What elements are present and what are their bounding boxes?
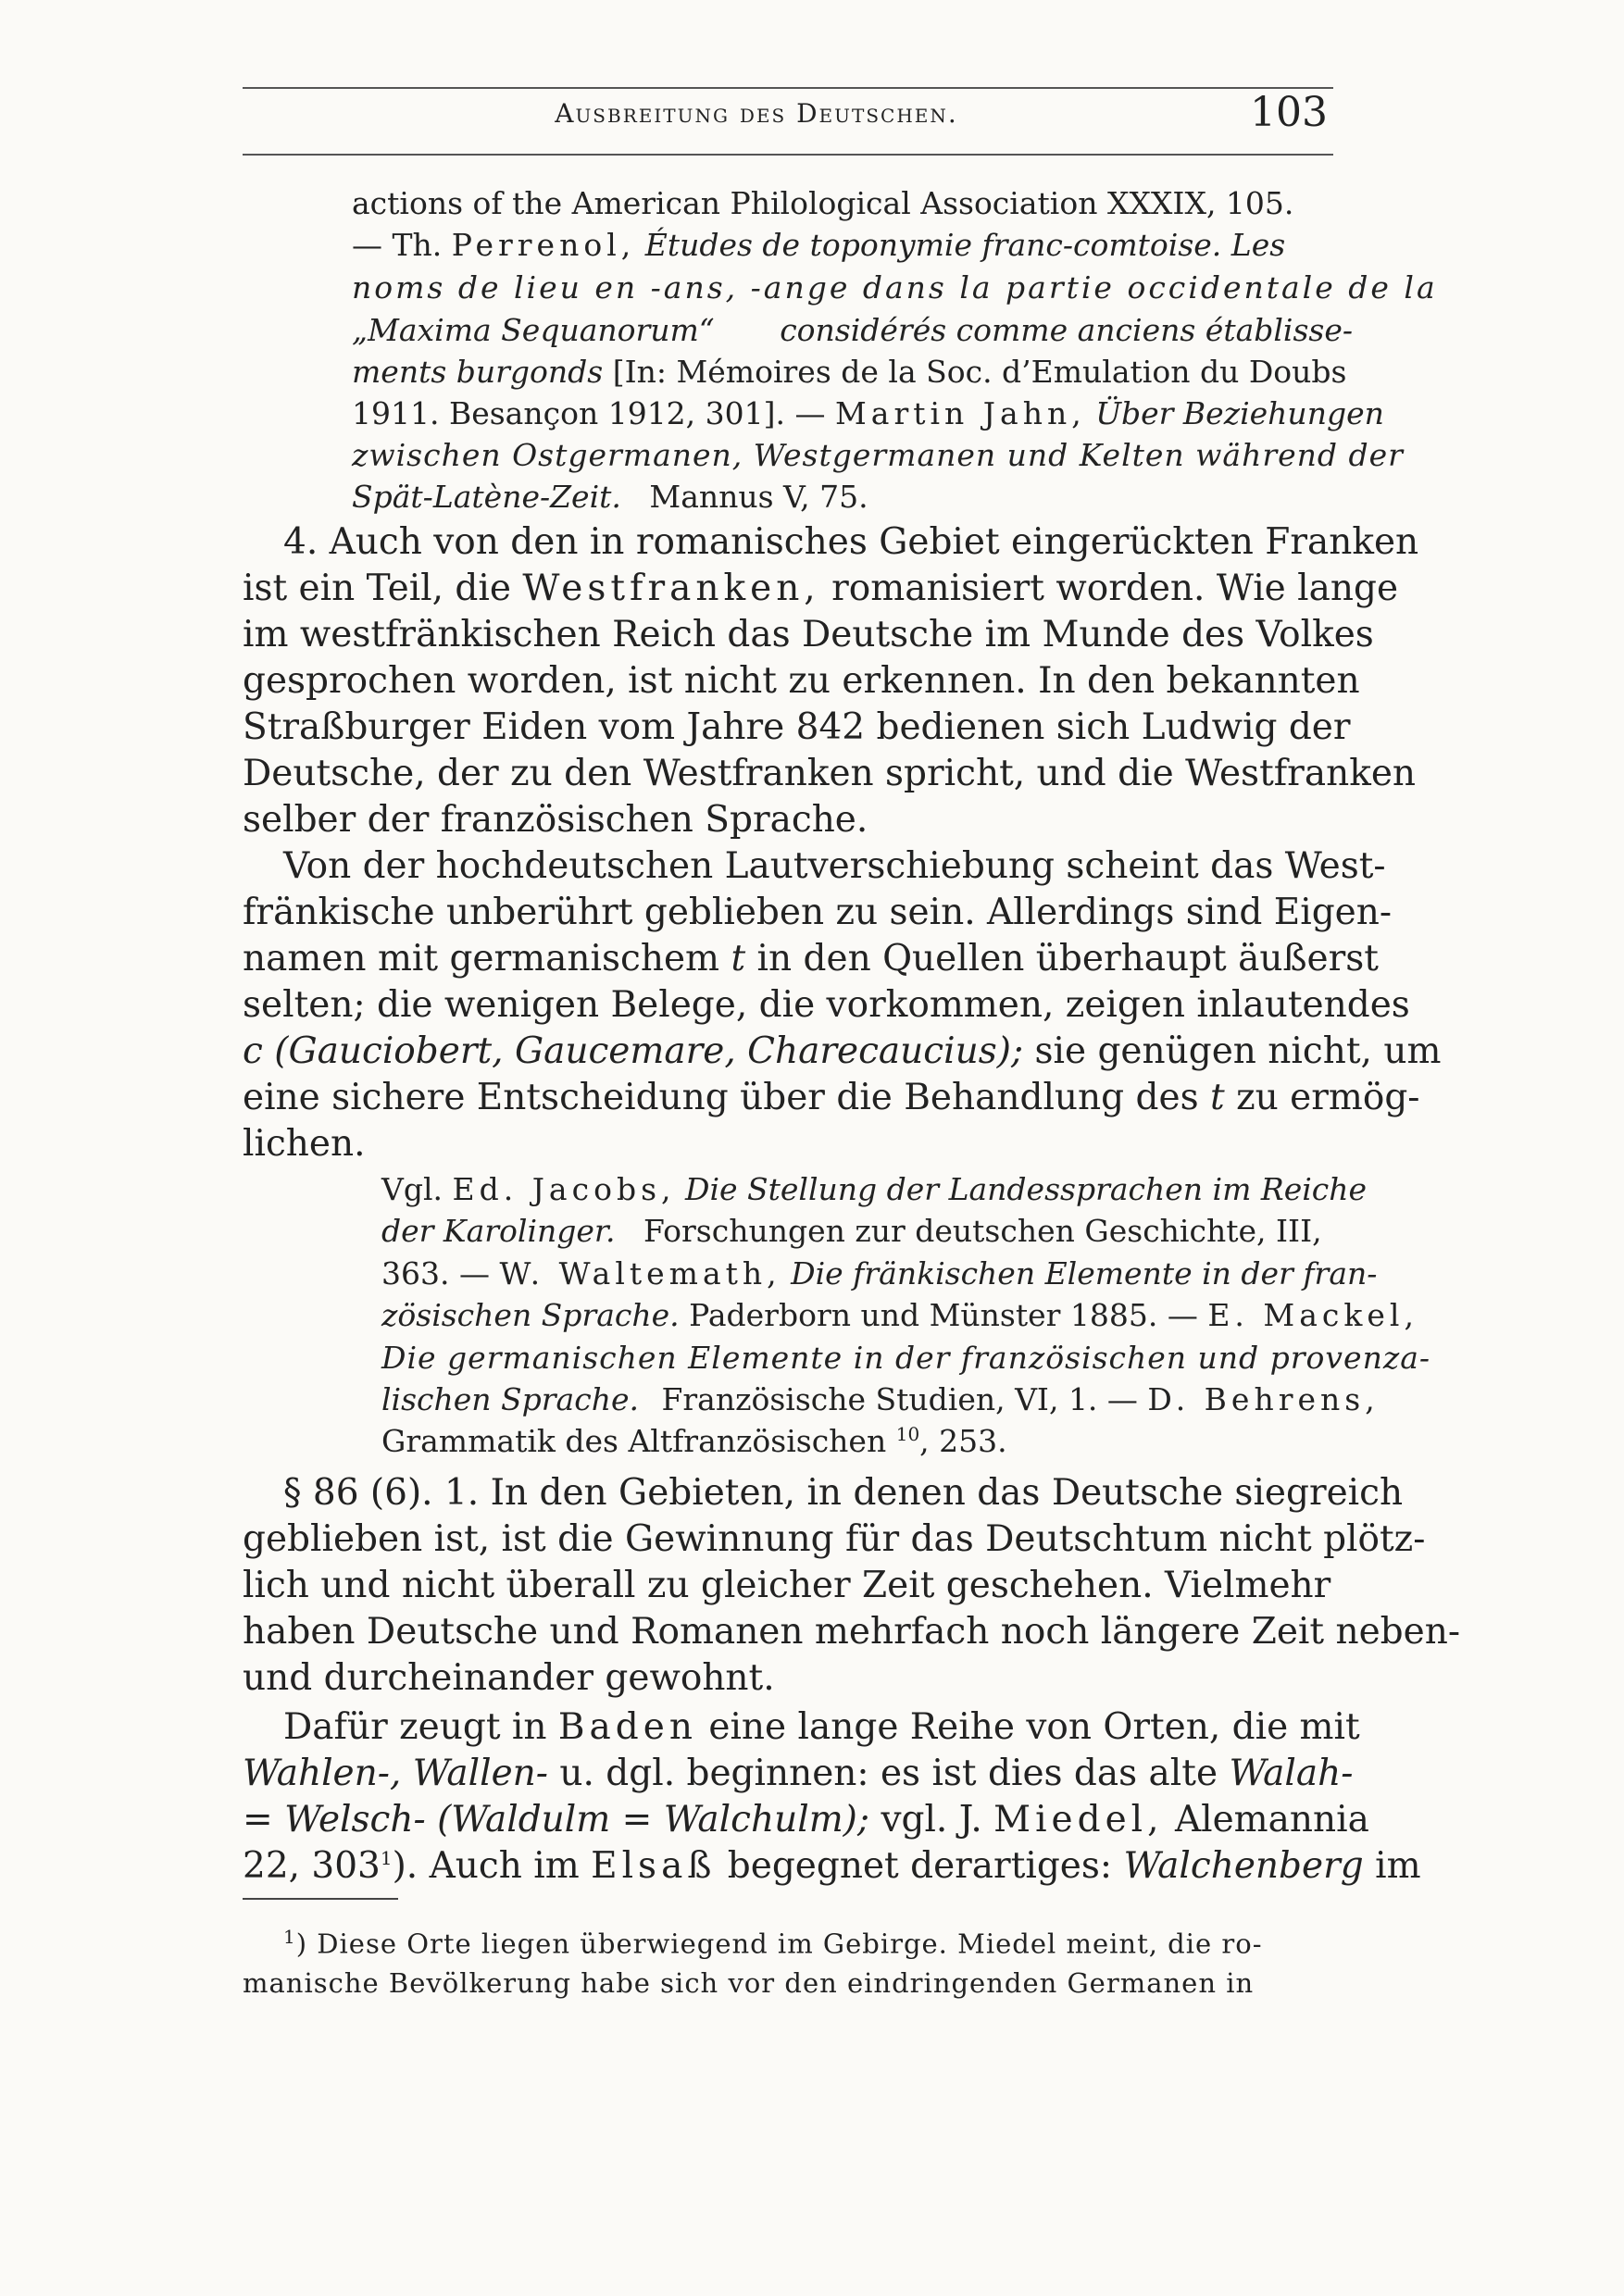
text: u. dgl. beginnen: es ist dies das alte bbox=[559, 1753, 1218, 1794]
text: in den Quellen überhaupt äußerst bbox=[756, 938, 1379, 980]
note-text: Französische Studien, VI, 1. — bbox=[661, 1381, 1138, 1417]
italic-term: Walchenberg bbox=[1123, 1845, 1364, 1887]
body-line: und durcheinander gewohnt. bbox=[243, 1657, 775, 1699]
body-line: Straßburger Eiden vom Jahre 842 bedienen sich Ludwig der bbox=[243, 706, 1351, 748]
note-line bbox=[352, 312, 1353, 348]
author-name: Miedel, bbox=[993, 1799, 1164, 1841]
note-line bbox=[381, 1423, 1007, 1459]
text: ist ein Teil, die bbox=[243, 568, 511, 609]
italic-letter: t bbox=[1210, 1077, 1225, 1118]
footnote-marker: 1 bbox=[283, 1926, 296, 1948]
spaced-term: Elsaß bbox=[591, 1845, 717, 1887]
work-title: Spät-Latène-Zeit. bbox=[352, 479, 621, 515]
italic-names: (Gauciobert, Gaucemare, Charecaucius); bbox=[274, 1030, 1024, 1072]
body-line: im westfränkischen Reich das Deutsche im Munde des Volkes bbox=[243, 614, 1374, 655]
body-line: selten; die wenigen Belege, die vorkommen, zeigen inlautendes bbox=[243, 984, 1410, 1026]
italic-term: Walah- bbox=[1229, 1753, 1354, 1794]
running-header bbox=[243, 89, 1333, 154]
footnote-text: ) Diese Orte liegen überwiegend im Gebirge. Miedel meint, die ro- bbox=[295, 1928, 1263, 1960]
text: vgl. J. bbox=[881, 1799, 982, 1841]
body-line: haben Deutsche und Romanen mehrfach noch längere Zeit neben- bbox=[243, 1611, 1460, 1653]
note-text: [In: Mémoires de la Soc. d’Emulation du Doubs bbox=[612, 354, 1347, 390]
body-line bbox=[243, 1077, 1419, 1118]
body-line: fränkische unberührt geblieben zu sein. Allerdings sind Eigen- bbox=[243, 892, 1393, 933]
body-line bbox=[243, 1030, 1441, 1072]
body-line bbox=[243, 1799, 1369, 1841]
text: begegnet derartiges: bbox=[727, 1845, 1113, 1887]
text: Dafür zeugt in bbox=[283, 1706, 547, 1748]
text: zu ermög- bbox=[1236, 1077, 1420, 1118]
body-line: lich und nicht überall zu gleicher Zeit geschehen. Vielmehr bbox=[243, 1565, 1331, 1606]
note-line bbox=[381, 1381, 1380, 1417]
text: namen mit germanischem bbox=[243, 938, 720, 980]
text: im bbox=[1375, 1845, 1421, 1887]
header-bottom-rule bbox=[243, 154, 1333, 156]
text: ). Auch im bbox=[392, 1845, 580, 1887]
spaced-term: Westfranken, bbox=[522, 568, 820, 609]
note-text: 1911. Besançon 1912, 301]. — bbox=[352, 395, 826, 431]
work-title: „Maxima Sequanorum“ bbox=[352, 312, 715, 348]
text: eine lange Reihe von Orten, die mit bbox=[708, 1706, 1360, 1748]
author-name: W. Waltemath, bbox=[499, 1255, 781, 1292]
body-line: Deutsche, der zu den Westfranken spricht, und die Westfranken bbox=[243, 753, 1417, 794]
note-line: Die germanischen Elemente in der französischen und provenza- bbox=[381, 1340, 1431, 1376]
note-line bbox=[352, 395, 1384, 431]
author-name: Perrenol, bbox=[451, 227, 636, 263]
text: Alemannia bbox=[1174, 1799, 1369, 1841]
work-title: der Karolinger. bbox=[381, 1213, 616, 1249]
footnote-line: manische Bevölkerung habe sich vor den eindringenden Germanen in bbox=[243, 1967, 1255, 1999]
work-title: Die fränkischen Elemente in der fran- bbox=[791, 1255, 1378, 1292]
note-line bbox=[381, 1297, 1418, 1333]
note-text: Mannus V, 75. bbox=[649, 479, 868, 515]
running-title: Ausbreitung des Deutschen. bbox=[555, 98, 958, 129]
body-line bbox=[243, 1753, 1353, 1794]
text: romanisiert worden. Wie lange bbox=[831, 568, 1399, 609]
note-line bbox=[381, 1213, 1322, 1249]
author-name: Ed. Jacobs, bbox=[452, 1171, 676, 1207]
work-title: Über Beziehungen bbox=[1095, 395, 1384, 431]
note-text: Vgl. bbox=[381, 1171, 443, 1207]
work-title: zösischen Sprache. bbox=[381, 1297, 680, 1333]
note-line bbox=[352, 227, 1285, 263]
work-title: Études de toponymie franc-comtoise. bbox=[644, 227, 1222, 263]
note-text: , 253. bbox=[919, 1423, 1007, 1459]
note-text: 363. — bbox=[381, 1255, 490, 1292]
note-line bbox=[381, 1171, 1367, 1207]
text: eine sichere Entscheidung über die Behandlung des bbox=[243, 1077, 1199, 1118]
italic-term: Wahlen-, Wallen- bbox=[243, 1753, 548, 1794]
body-line: gesprochen worden, ist nicht zu erkennen. In den bekannten bbox=[243, 660, 1360, 702]
work-title: considérés comme anciens établisse- bbox=[780, 312, 1354, 348]
text: sie genügen nicht, um bbox=[1034, 1030, 1442, 1072]
note-text: — Th. bbox=[352, 227, 443, 263]
body-line bbox=[243, 1845, 1421, 1887]
body-line bbox=[243, 568, 1398, 609]
superscript: 10 bbox=[895, 1423, 920, 1445]
note-line: zwischen Ostgermanen, Westgermanen und Kelten während der bbox=[352, 437, 1404, 473]
body-line: geblieben ist, ist die Gewinnung für das Deutschtum nicht plötz- bbox=[243, 1518, 1426, 1560]
note-text: Grammatik des Altfranzösischen bbox=[381, 1423, 887, 1459]
spaced-term: Baden bbox=[557, 1706, 697, 1748]
author-name: D. Behrens, bbox=[1147, 1381, 1380, 1417]
author-name: Martin Jahn, bbox=[835, 395, 1086, 431]
footnote-line bbox=[283, 1926, 1263, 1960]
italic-letter: c bbox=[243, 1030, 263, 1072]
body-line: 4. Auch von den in romanisches Gebiet eingerückten Franken bbox=[283, 521, 1419, 563]
footnote-marker: 1 bbox=[380, 1847, 393, 1869]
text: 22, 303 bbox=[243, 1845, 381, 1887]
footnote-rule bbox=[243, 1898, 398, 1900]
page-number: 103 bbox=[1250, 89, 1328, 136]
note-line bbox=[352, 479, 868, 515]
note-line bbox=[352, 354, 1346, 390]
note-text: Paderborn und Münster 1885. — bbox=[689, 1297, 1198, 1333]
body-line: § 86 (6). 1. In den Gebieten, in denen das Deutsche siegreich bbox=[283, 1472, 1404, 1514]
work-title: Les bbox=[1230, 227, 1286, 263]
note-line: actions of the American Philological Association XXXIX, 105. bbox=[352, 185, 1294, 221]
work-title: lischen Sprache. bbox=[381, 1381, 639, 1417]
note-line: noms de lieu en -ans, -ange dans la partie occidentale de la bbox=[352, 269, 1438, 306]
body-line: Von der hochdeutschen Lautverschiebung scheint das West- bbox=[283, 845, 1386, 887]
body-line: lichen. bbox=[243, 1123, 366, 1165]
italic-letter: t bbox=[731, 938, 746, 980]
work-title: Die Stellung der Landessprachen im Reiche bbox=[685, 1171, 1368, 1207]
body-line bbox=[283, 1706, 1360, 1748]
italic-term: = Welsch- (Waldulm = Walchulm); bbox=[243, 1799, 870, 1841]
author-name: E. Mackel, bbox=[1207, 1297, 1418, 1333]
note-text: Forschungen zur deutschen Geschichte, III, bbox=[643, 1213, 1322, 1249]
work-title: ments burgonds bbox=[352, 354, 604, 390]
body-line: selber der französischen Sprache. bbox=[243, 799, 868, 841]
note-line bbox=[381, 1255, 1377, 1292]
body-line bbox=[243, 938, 1379, 980]
